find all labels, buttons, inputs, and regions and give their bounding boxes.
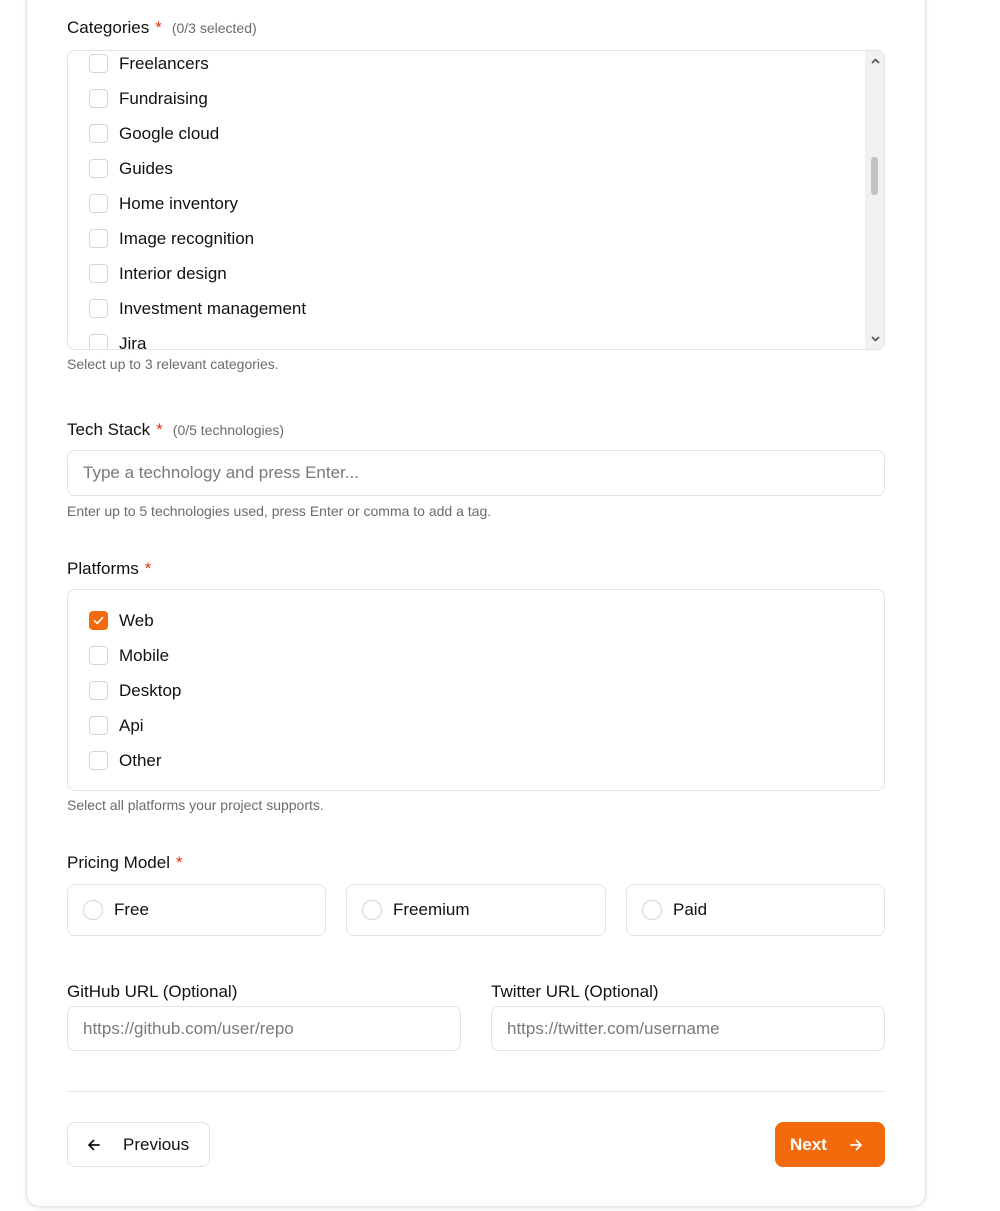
twitter-url-label: Twitter URL (Optional) — [491, 982, 659, 1001]
checkbox[interactable] — [89, 54, 108, 73]
categories-label: Categories — [67, 18, 150, 37]
pricing-header — [67, 853, 183, 873]
arrow-left-icon — [86, 1137, 102, 1153]
category-option[interactable] — [68, 151, 864, 186]
checkbox[interactable] — [89, 681, 108, 700]
next-button-label: Next — [790, 1134, 827, 1154]
categories-help: Select up to 3 relevant categories. — [67, 356, 279, 372]
platform-option-label: Mobile — [119, 645, 170, 665]
tech-stack-input[interactable] — [67, 450, 885, 496]
required-mark: * — [156, 420, 163, 439]
platform-option-mobile[interactable] — [68, 638, 884, 673]
github-url-input[interactable] — [67, 1006, 461, 1051]
category-option[interactable] — [68, 326, 864, 350]
platforms-help: Select all platforms your project supports. — [67, 797, 324, 813]
tech-stack-help: Enter up to 5 technologies used, press Enter or comma to add a tag. — [67, 503, 492, 519]
checkbox[interactable] — [89, 299, 108, 318]
tech-stack-label: Tech Stack — [67, 420, 151, 439]
category-option-label: Jira — [119, 333, 147, 350]
platform-option-label: Other — [119, 750, 162, 770]
previous-button[interactable] — [67, 1122, 210, 1167]
categories-list — [68, 50, 864, 350]
category-option[interactable] — [68, 256, 864, 291]
platform-option-label: Web — [119, 610, 154, 630]
checkbox[interactable] — [89, 716, 108, 735]
category-option[interactable] — [68, 221, 864, 256]
scrollbar-thumb[interactable] — [871, 157, 878, 195]
required-mark: * — [176, 853, 183, 872]
category-option[interactable] — [68, 291, 864, 326]
tech-stack-count: (0/5 technologies) — [172, 422, 285, 438]
divider — [67, 1091, 885, 1092]
categories-count: (0/3 selected) — [171, 20, 257, 36]
checkbox-checked[interactable] — [89, 611, 108, 630]
category-option[interactable] — [68, 50, 864, 81]
category-option-label: Home inventory — [119, 193, 239, 213]
twitter-url-input[interactable] — [491, 1006, 885, 1051]
category-option-label: Guides — [119, 158, 173, 178]
pricing-option-paid[interactable] — [626, 884, 885, 936]
scroll-down-icon[interactable] — [866, 331, 885, 347]
checkbox[interactable] — [89, 264, 108, 283]
category-option[interactable] — [68, 81, 864, 116]
platform-option-label: Desktop — [119, 680, 182, 700]
platforms-group — [67, 589, 885, 791]
radio-button[interactable] — [362, 900, 382, 920]
platform-option-desktop[interactable] — [68, 673, 884, 708]
checkbox[interactable] — [89, 89, 108, 108]
checkbox[interactable] — [89, 159, 108, 178]
platform-option-web[interactable] — [68, 603, 884, 638]
pricing-option-label: Paid — [673, 900, 708, 919]
required-mark: * — [144, 559, 152, 578]
github-url-label: GitHub URL (Optional) — [67, 982, 238, 1001]
pricing-label: Pricing Model — [67, 853, 170, 872]
next-button[interactable] — [775, 1122, 885, 1167]
category-option-label: Image recognition — [119, 228, 255, 248]
platforms-label: Platforms — [67, 559, 139, 578]
checkbox[interactable] — [89, 334, 108, 350]
radio-button[interactable] — [642, 900, 662, 920]
category-option-label: Investment management — [119, 298, 307, 318]
pricing-option-free[interactable] — [67, 884, 326, 936]
platform-option-api[interactable] — [68, 708, 884, 743]
checkbox[interactable] — [89, 229, 108, 248]
scroll-up-icon[interactable] — [866, 53, 885, 69]
check-icon — [92, 614, 105, 627]
categories-header — [67, 18, 257, 40]
category-option-label: Fundraising — [119, 88, 208, 108]
checkbox[interactable] — [89, 124, 108, 143]
category-option[interactable] — [68, 116, 864, 151]
category-option-label: Google cloud — [119, 123, 220, 143]
checkbox[interactable] — [89, 194, 108, 213]
category-option[interactable] — [68, 186, 864, 221]
required-mark: * — [155, 18, 162, 37]
tech-stack-header — [67, 420, 284, 440]
pricing-option-freemium[interactable] — [346, 884, 606, 936]
platform-option-other[interactable] — [68, 743, 884, 778]
pricing-option-label: Free — [114, 900, 149, 919]
category-option-label: Interior design — [119, 263, 227, 283]
arrow-right-icon — [848, 1137, 864, 1153]
radio-button[interactable] — [83, 900, 103, 920]
platform-option-label: Api — [119, 715, 144, 735]
platforms-header — [67, 559, 151, 579]
checkbox[interactable] — [89, 646, 108, 665]
previous-button-label: Previous — [123, 1134, 190, 1154]
categories-listbox[interactable] — [67, 50, 885, 350]
scrollbar[interactable] — [865, 51, 884, 349]
checkbox[interactable] — [89, 751, 108, 770]
pricing-option-label: Freemium — [393, 900, 470, 919]
category-option-label: Freelancers — [119, 53, 209, 73]
